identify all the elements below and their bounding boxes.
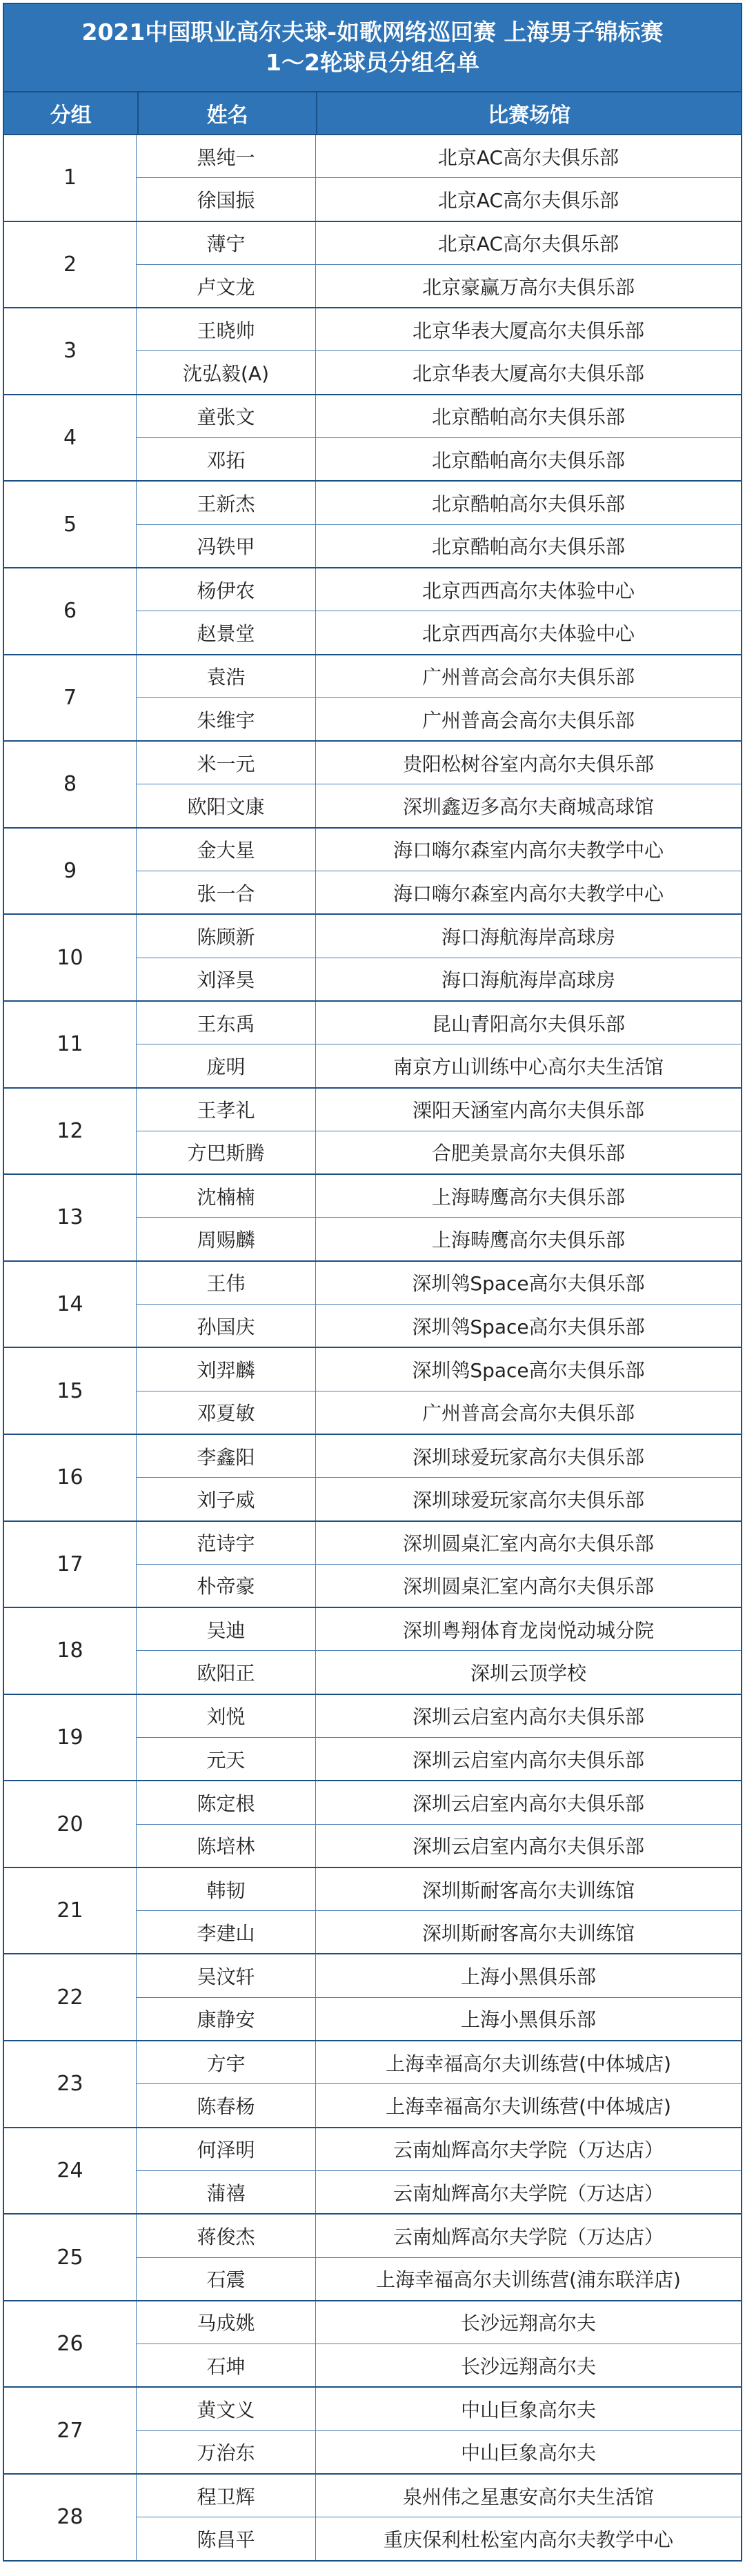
player-venue: 北京华表大厦高尔夫俱乐部 — [412, 362, 644, 386]
player-row — [137, 2475, 741, 2517]
player-name: 李鑫阳 — [137, 1435, 316, 1477]
player-venue: 深圳斯耐客高尔夫训练馆 — [421, 1879, 635, 1902]
group-players — [137, 1781, 741, 1867]
player-row — [137, 655, 741, 697]
group-row — [3, 308, 742, 395]
group-row — [3, 1175, 742, 1262]
player-venue: 长沙远翔高尔夫 — [460, 2312, 596, 2335]
player-row — [137, 1044, 741, 1087]
group-players — [137, 915, 741, 1000]
player-venue: 北京酷帕高尔夫俱乐部 — [431, 448, 625, 472]
player-name: 王东禹 — [137, 1002, 316, 1044]
player-name: 韩韧 — [137, 1868, 316, 1910]
group-number: 6 — [4, 568, 137, 654]
player-name: 刘子威 — [137, 1478, 316, 1520]
player-name: 庞明 — [137, 1044, 316, 1087]
title-block — [3, 3, 742, 92]
group-row — [3, 2128, 742, 2215]
group-players — [137, 2388, 741, 2473]
group-players — [137, 2128, 741, 2214]
player-row — [137, 1868, 741, 1910]
player-row — [137, 222, 741, 264]
player-name: 米一元 — [137, 742, 316, 784]
group-players — [137, 1089, 741, 1174]
player-name: 周赐麟 — [137, 1218, 316, 1260]
player-row — [137, 2083, 741, 2126]
player-row — [137, 742, 741, 784]
player-row — [137, 1997, 741, 2040]
player-name: 元天 — [137, 1738, 316, 1780]
player-row — [137, 2170, 741, 2213]
player-name: 孙国庆 — [137, 1305, 316, 1347]
player-venue: 北京华表大厦高尔夫俱乐部 — [412, 319, 644, 342]
group-number: 20 — [4, 1781, 137, 1867]
group-players — [137, 1348, 741, 1434]
player-row — [137, 1131, 741, 1173]
player-venue: 北京AC高尔夫俱乐部 — [437, 188, 619, 212]
group-list — [3, 135, 742, 2562]
player-name: 李建山 — [137, 1911, 316, 1953]
group-players — [137, 2215, 741, 2300]
group-players — [137, 482, 741, 567]
player-name: 刘羿麟 — [137, 1348, 316, 1390]
player-venue: 深圳云启室内高尔夫俱乐部 — [412, 1748, 644, 1772]
player-row — [137, 524, 741, 567]
group-players — [137, 829, 741, 914]
group-players — [137, 2301, 741, 2387]
player-row — [137, 395, 741, 437]
group-number: 15 — [4, 1348, 137, 1434]
header-venue: 比赛场馆 — [488, 103, 571, 128]
player-venue: 广州普高会高尔夫俱乐部 — [421, 666, 635, 689]
player-row — [137, 2430, 741, 2473]
player-name: 冯铁甲 — [137, 525, 316, 567]
player-name: 朱维宇 — [137, 698, 316, 740]
group-number: 11 — [4, 1002, 137, 1087]
player-venue: 上海畴鹰高尔夫俱乐部 — [431, 1229, 625, 1252]
group-row — [3, 1954, 742, 2041]
group-row — [3, 568, 742, 655]
player-row — [137, 1262, 741, 1304]
group-number: 23 — [4, 2041, 137, 2127]
player-row — [137, 177, 741, 220]
group-number: 3 — [4, 308, 137, 394]
player-name: 蒲禧 — [137, 2171, 316, 2213]
group-players — [137, 1435, 741, 1520]
player-venue: 北京AC高尔夫俱乐部 — [437, 232, 619, 256]
group-number: 16 — [4, 1435, 137, 1520]
player-venue: 北京AC高尔夫俱乐部 — [437, 146, 619, 169]
player-name: 王伟 — [137, 1262, 316, 1304]
player-name: 卢文龙 — [137, 265, 316, 307]
player-name: 方巴斯腾 — [137, 1131, 316, 1173]
group-row — [3, 2041, 742, 2128]
group-players — [137, 1522, 741, 1607]
group-row — [3, 395, 742, 482]
player-venue: 海口海航海岸高球房 — [441, 969, 615, 992]
player-name: 方宇 — [137, 2041, 316, 2083]
player-row — [137, 697, 741, 740]
player-row — [137, 437, 741, 480]
player-row — [137, 1304, 741, 1347]
player-row — [137, 1089, 741, 1131]
player-name: 陈昌平 — [137, 2517, 316, 2559]
player-venue: 海口海航海岸高球房 — [441, 925, 615, 949]
player-row — [137, 1608, 741, 1650]
player-venue: 深圳斯耐客高尔夫训练馆 — [421, 1921, 635, 1945]
player-name: 何泽明 — [137, 2128, 316, 2170]
player-venue: 重庆保利杜松室内高尔夫教学中心 — [383, 2528, 673, 2551]
player-name: 吴汶轩 — [137, 1954, 316, 1997]
player-name: 蒋俊杰 — [137, 2215, 316, 2257]
group-number: 9 — [4, 829, 137, 914]
player-row — [137, 784, 741, 826]
player-name: 陈培林 — [137, 1825, 316, 1867]
player-venue: 深圳云顶学校 — [470, 1662, 586, 1685]
group-players — [137, 568, 741, 654]
group-number: 26 — [4, 2301, 137, 2387]
group-players — [137, 308, 741, 394]
player-venue: 深圳球爱玩家高尔夫俱乐部 — [412, 1488, 644, 1512]
header-group: 分组 — [4, 92, 139, 134]
player-venue: 上海幸福高尔夫训练营(中体城店) — [386, 2052, 671, 2075]
group-players — [137, 1002, 741, 1087]
player-row — [137, 135, 741, 177]
player-venue: 溧阳天涵室内高尔夫俱乐部 — [412, 1099, 644, 1122]
player-row — [137, 1650, 741, 1693]
player-name: 朴帝豪 — [137, 1565, 316, 1607]
player-row — [137, 2041, 741, 2083]
player-venue: 上海幸福高尔夫训练营(中体城店) — [386, 2095, 671, 2118]
group-number: 22 — [4, 1954, 137, 2040]
title-line-2: 1～2轮球员分组名单 — [266, 49, 479, 76]
player-venue: 北京酷帕高尔夫俱乐部 — [431, 493, 625, 516]
player-name: 吴迪 — [137, 1608, 316, 1650]
player-name: 邓夏敏 — [137, 1391, 316, 1434]
player-name: 王新杰 — [137, 482, 316, 524]
group-number: 14 — [4, 1262, 137, 1347]
player-row — [137, 350, 741, 393]
player-row — [137, 958, 741, 1000]
player-row — [137, 1435, 741, 1477]
group-row — [3, 1608, 742, 1695]
group-row — [3, 655, 742, 742]
player-venue: 广州普高会高尔夫俱乐部 — [421, 1402, 635, 1425]
player-venue: 深圳粤翔体育龙岗悦动城分院 — [402, 1618, 654, 1642]
group-number: 4 — [4, 395, 137, 481]
player-row — [137, 1564, 741, 1607]
player-name: 赵景堂 — [137, 611, 316, 653]
group-players — [137, 2475, 741, 2560]
player-name: 石坤 — [137, 2344, 316, 2386]
group-number: 25 — [4, 2215, 137, 2300]
player-row — [137, 1175, 741, 1217]
player-venue: 广州普高会高尔夫俱乐部 — [421, 709, 635, 732]
player-venue: 上海小黑俱乐部 — [460, 1965, 596, 1989]
player-row — [137, 2517, 741, 2559]
group-row — [3, 482, 742, 568]
player-row — [137, 2215, 741, 2257]
player-row — [137, 568, 741, 611]
group-row — [3, 135, 742, 222]
player-venue: 合肥美景高尔夫俱乐部 — [431, 1142, 625, 1165]
player-name: 张一合 — [137, 871, 316, 913]
group-players — [137, 1868, 741, 1954]
group-row — [3, 2215, 742, 2301]
player-name: 沈弘毅(A) — [137, 351, 316, 393]
group-players — [137, 2041, 741, 2127]
group-number: 19 — [4, 1695, 137, 1781]
player-venue: 中山巨象高尔夫 — [460, 2399, 596, 2422]
player-venue: 北京酷帕高尔夫俱乐部 — [431, 406, 625, 429]
player-venue: 贵阳松树谷室内高尔夫俱乐部 — [402, 752, 654, 775]
player-venue: 深圳鑫迈多高尔夫商城高球馆 — [402, 795, 654, 819]
group-row — [3, 2301, 742, 2388]
player-row — [137, 871, 741, 913]
player-venue: 深圳圆桌汇室内高尔夫俱乐部 — [402, 1532, 654, 1556]
player-venue: 长沙远翔高尔夫 — [460, 2355, 596, 2378]
group-number: 18 — [4, 1608, 137, 1694]
player-name: 康静安 — [137, 1998, 316, 2040]
player-name: 黄文义 — [137, 2388, 316, 2430]
player-row — [137, 1910, 741, 1953]
player-row — [137, 1824, 741, 1867]
player-name: 马成姚 — [137, 2301, 316, 2344]
player-venue: 深圳鸰Space高尔夫俱乐部 — [412, 1315, 645, 1338]
player-name: 刘泽昊 — [137, 958, 316, 1000]
group-number: 12 — [4, 1089, 137, 1174]
group-row — [3, 2475, 742, 2562]
player-venue: 昆山青阳高尔夫俱乐部 — [431, 1012, 625, 1036]
group-row — [3, 1522, 742, 1609]
group-number: 10 — [4, 915, 137, 1000]
group-row — [3, 915, 742, 1002]
group-number: 7 — [4, 655, 137, 741]
group-row — [3, 1695, 742, 1782]
player-row — [137, 2128, 741, 2170]
player-name: 王晓帅 — [137, 308, 316, 350]
player-name: 程卫辉 — [137, 2475, 316, 2517]
group-number: 1 — [4, 135, 137, 221]
player-venue: 深圳云启室内高尔夫俱乐部 — [412, 1835, 644, 1859]
group-players — [137, 1262, 741, 1347]
player-row — [137, 1522, 741, 1564]
player-row — [137, 2344, 741, 2386]
player-name: 童张文 — [137, 395, 316, 437]
group-number: 28 — [4, 2475, 137, 2560]
group-row — [3, 1262, 742, 1349]
group-number: 17 — [4, 1522, 137, 1607]
player-name: 刘悦 — [137, 1695, 316, 1737]
player-name: 黑纯一 — [137, 135, 316, 177]
player-venue: 北京豪赢万高尔夫俱乐部 — [421, 275, 635, 299]
player-row — [137, 829, 741, 871]
group-players — [137, 222, 741, 308]
group-row — [3, 829, 742, 915]
group-row — [3, 742, 742, 829]
player-row — [137, 308, 741, 350]
player-venue: 中山巨象高尔夫 — [460, 2441, 596, 2465]
group-number: 8 — [4, 742, 137, 827]
player-venue: 上海幸福高尔夫训练营(浦东联洋店) — [376, 2268, 681, 2292]
group-row — [3, 1435, 742, 1522]
player-row — [137, 1391, 741, 1434]
player-venue: 泉州伟之星惠安高尔夫生活馆 — [402, 2485, 654, 2508]
player-row — [137, 2301, 741, 2344]
player-name: 万治东 — [137, 2431, 316, 2473]
player-venue: 深圳圆桌汇室内高尔夫俱乐部 — [402, 1575, 654, 1598]
group-players — [137, 1608, 741, 1694]
player-venue: 云南灿辉高尔夫学院（万达店） — [393, 2139, 664, 2162]
player-venue: 北京西西高尔夫体验中心 — [421, 622, 635, 645]
player-venue: 上海畴鹰高尔夫俱乐部 — [431, 1185, 625, 1209]
player-name: 陈定根 — [137, 1781, 316, 1823]
group-number: 13 — [4, 1175, 137, 1260]
player-venue: 海口嗨尔森室内高尔夫教学中心 — [393, 839, 664, 862]
header-name: 姓名 — [139, 92, 317, 134]
player-venue: 深圳云启室内高尔夫俱乐部 — [412, 1705, 644, 1729]
player-row — [137, 915, 741, 957]
group-players — [137, 742, 741, 827]
player-venue: 上海小黑俱乐部 — [460, 2008, 596, 2032]
player-row — [137, 1217, 741, 1260]
player-row — [137, 1002, 741, 1044]
group-row — [3, 1002, 742, 1089]
player-row — [137, 482, 741, 524]
player-venue: 深圳鸰Space高尔夫俱乐部 — [412, 1358, 645, 1382]
group-players — [137, 1695, 741, 1781]
player-row — [137, 1348, 741, 1390]
player-name: 欧阳正 — [137, 1651, 316, 1693]
player-venue: 云南灿辉高尔夫学院（万达店） — [393, 2225, 664, 2248]
player-name: 邓拓 — [137, 438, 316, 480]
player-venue: 北京酷帕高尔夫俱乐部 — [431, 535, 625, 559]
group-players — [137, 655, 741, 741]
player-name: 欧阳文康 — [137, 784, 316, 826]
player-name: 石震 — [137, 2258, 316, 2300]
player-name: 范诗宇 — [137, 1522, 316, 1564]
group-row — [3, 1781, 742, 1868]
player-venue: 深圳球爱玩家高尔夫俱乐部 — [412, 1445, 644, 1469]
group-row — [3, 1868, 742, 1955]
player-venue: 深圳鸰Space高尔夫俱乐部 — [412, 1272, 645, 1296]
player-row — [137, 1477, 741, 1520]
player-name: 袁浩 — [137, 655, 316, 697]
table-header — [3, 92, 742, 135]
group-players — [137, 1175, 741, 1260]
group-number: 2 — [4, 222, 137, 308]
player-row — [137, 2388, 741, 2430]
group-number: 5 — [4, 482, 137, 567]
player-row — [137, 1695, 741, 1737]
group-row — [3, 1089, 742, 1176]
group-number: 27 — [4, 2388, 137, 2473]
player-venue: 南京方山训练中心高尔夫生活馆 — [393, 1055, 664, 1078]
player-name: 徐国振 — [137, 178, 316, 220]
player-name: 陈春杨 — [137, 2084, 316, 2126]
player-name: 金大星 — [137, 829, 316, 871]
player-name: 沈楠楠 — [137, 1175, 316, 1217]
group-row — [3, 2388, 742, 2475]
group-players — [137, 395, 741, 481]
player-venue: 云南灿辉高尔夫学院（万达店） — [393, 2181, 664, 2205]
player-row — [137, 2257, 741, 2300]
player-row — [137, 264, 741, 307]
group-number: 24 — [4, 2128, 137, 2214]
group-row — [3, 1348, 742, 1435]
player-row — [137, 1781, 741, 1823]
player-venue: 北京西西高尔夫体验中心 — [421, 579, 635, 602]
player-name: 杨伊农 — [137, 568, 316, 611]
player-venue: 海口嗨尔森室内高尔夫教学中心 — [393, 882, 664, 905]
group-row — [3, 222, 742, 309]
player-name: 薄宁 — [137, 222, 316, 264]
player-venue: 深圳云启室内高尔夫俱乐部 — [412, 1792, 644, 1815]
player-row — [137, 611, 741, 653]
group-number: 21 — [4, 1868, 137, 1954]
player-name: 王孝礼 — [137, 1089, 316, 1131]
group-players — [137, 1954, 741, 2040]
title-line-1: 2021中国职业高尔夫球-如歌网络巡回赛 上海男子锦标赛 — [81, 19, 664, 46]
group-players — [137, 135, 741, 221]
player-row — [137, 1737, 741, 1780]
player-row — [137, 1954, 741, 1997]
player-name: 陈顾新 — [137, 915, 316, 957]
